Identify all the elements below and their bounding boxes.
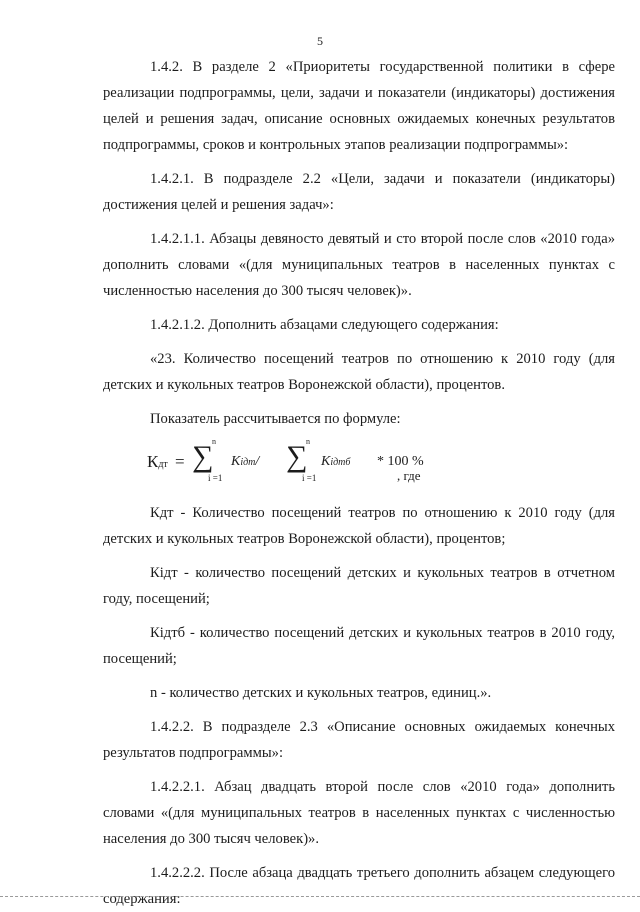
paragraph-n-definition: n - количество детских и кукольных театров, единиц.». bbox=[150, 685, 492, 701]
page-bottom-edge bbox=[0, 896, 640, 897]
paragraph-1-4-2: 1.4.2. В разделе 2 «Приоритеты государственной политики в сфере реализации подпрограммы, цели, задачи и показатели (индикаторы) достижения целей и решения задач, описание основных ожидаемых конечных результатов подпрограммы, сроков и контрольных этапов реализации подпрограммы»: bbox=[103, 59, 615, 153]
paragraph-1-4-2-1-1: 1.4.2.1.1. Абзацы девяносто девятый и сто второй после слов «2010 года» дополнить словами «(для муниципальных театров в населенных пунктах с численностью населения до 300 тысяч человек)». bbox=[103, 231, 615, 299]
summation-2-lower: i =1 bbox=[302, 473, 317, 483]
summation-1-upper: n bbox=[212, 437, 216, 446]
formula-term-1-sub: iдт bbox=[240, 457, 256, 468]
paragraph-1-4-2-2: 1.4.2.2. В подразделе 2.3 «Описание основных ожидаемых конечных результатов подпрограммы»: bbox=[103, 719, 615, 761]
paragraph-1-4-2-1-2: 1.4.2.1.2. Дополнить абзацами следующего содержания: bbox=[150, 317, 499, 333]
formula-percent: * 100 % bbox=[377, 454, 424, 469]
paragraph-kidt-definition: Кiдт - количество посещений детских и кукольных театров в отчетном году, посещений; bbox=[103, 565, 615, 607]
formula-term-2-sub: iдтб bbox=[330, 457, 351, 468]
paragraph-indicator-23: «23. Количество посещений театров по отношению к 2010 году (для детских и кукольных театров Воронежской области), процентов. bbox=[103, 351, 615, 393]
formula bbox=[103, 437, 615, 490]
paragraph-1-4-2-1: 1.4.2.1. В подразделе 2.2 «Цели, задачи и показатели (индикаторы) достижения целей и решения задач»: bbox=[103, 171, 615, 213]
formula-where: , где bbox=[397, 468, 421, 483]
formula-lhs: Кдт bbox=[147, 452, 168, 471]
summation-sign-2: ∑ bbox=[286, 440, 308, 473]
document-body bbox=[103, 54, 615, 912]
summation-sign-1: ∑ bbox=[192, 440, 214, 473]
page-number: 5 bbox=[317, 34, 323, 48]
paragraph-formula-intro: Показатель рассчитывается по формуле: bbox=[150, 411, 401, 427]
paragraph-1-4-2-2-2: 1.4.2.2.2. После абзаца двадцать третьего дополнить абзацем следующего содержания: bbox=[103, 865, 615, 907]
formula-slash: / bbox=[255, 454, 260, 469]
formula-term-2: Kiдтб bbox=[321, 454, 351, 469]
formula-lhs-sub: дт bbox=[158, 459, 168, 470]
paragraph-kidtb-definition: Кiдтб - количество посещений детских и кукольных театров в 2010 году, посещений; bbox=[103, 625, 615, 667]
paragraph-1-4-2-2-1: 1.4.2.2.1. Абзац двадцать второй после слов «2010 года» дополнить словами «(для муниципальных театров в населенных пунктах с численностью населения до 300 тысяч человек)». bbox=[103, 779, 615, 847]
formula-equals: = bbox=[175, 452, 185, 471]
summation-2-upper: n bbox=[306, 437, 310, 446]
formula-term-1: Kiдт/ bbox=[231, 454, 260, 469]
paragraph-kdt-definition: Кдт - Количество посещений театров по отношению к 2010 году (для детских и кукольных театров Воронежской области), процентов; bbox=[103, 505, 615, 547]
summation-1-lower: i =1 bbox=[208, 473, 223, 483]
